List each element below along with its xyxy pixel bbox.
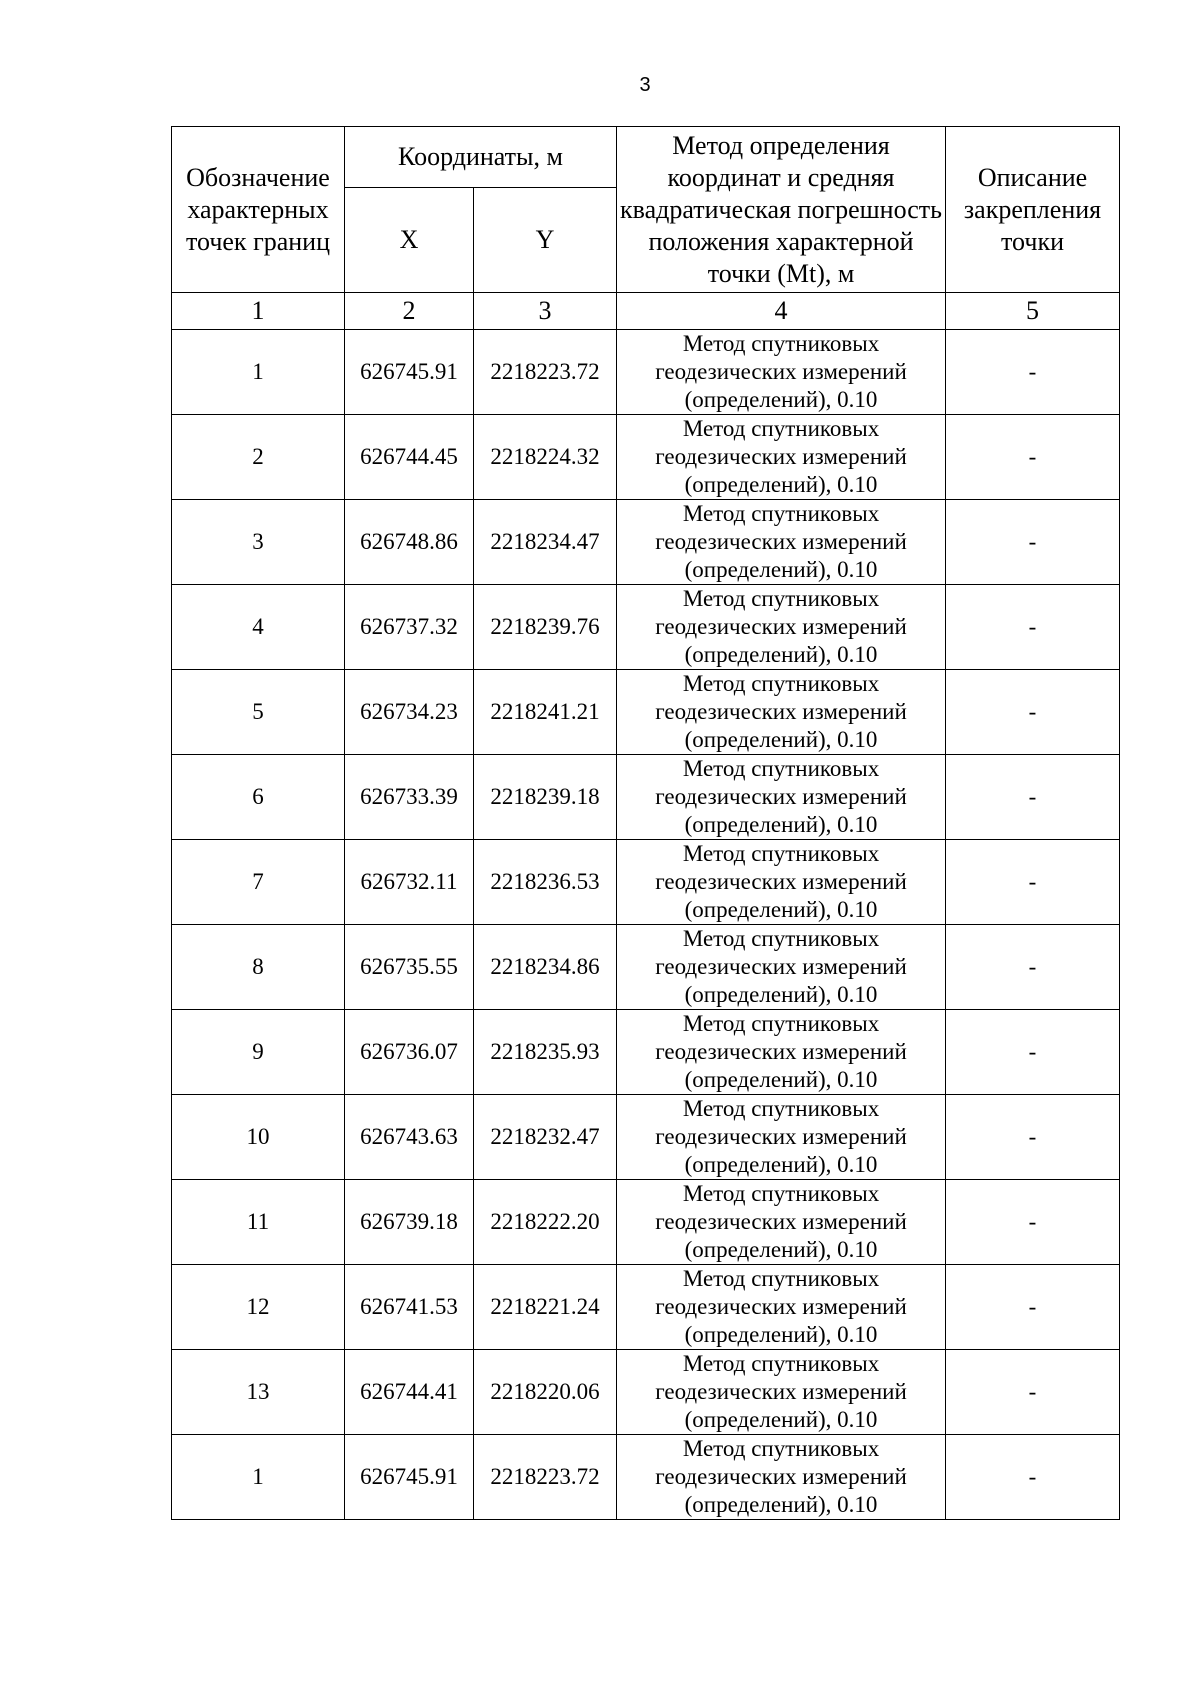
cell-x: 626748.86 [345,500,474,585]
table-row [172,1095,1120,1180]
cell-x: 626736.07 [345,1010,474,1095]
column-number: 1 [172,293,345,330]
cell-method: Метод спутниковых геодезических измерений (определений), 0.10 [617,1095,946,1180]
table-body [172,330,1120,1520]
column-number: 2 [345,293,474,330]
header-point: Обозначение характерных точек границ [172,127,345,293]
column-numbers-row [172,293,1120,330]
table-row [172,585,1120,670]
cell-point: 7 [172,840,345,925]
cell-point: 9 [172,1010,345,1095]
cell-method: Метод спутниковых геодезических измерений (определений), 0.10 [617,840,946,925]
table-row [172,1265,1120,1350]
table-row [172,670,1120,755]
cell-x: 626741.53 [345,1265,474,1350]
header-coordinates: Координаты, м [345,127,617,188]
cell-y: 2218221.24 [474,1265,617,1350]
cell-x: 626737.32 [345,585,474,670]
cell-point: 4 [172,585,345,670]
cell-y: 2218234.86 [474,925,617,1010]
cell-x: 626734.23 [345,670,474,755]
table-row [172,1350,1120,1435]
page-number: 3 [639,74,651,96]
cell-description: - [946,1095,1120,1180]
cell-description: - [946,330,1120,415]
cell-y: 2218232.47 [474,1095,617,1180]
cell-y: 2218239.18 [474,755,617,840]
cell-method: Метод спутниковых геодезических измерений (определений), 0.10 [617,670,946,755]
cell-y: 2218234.47 [474,500,617,585]
cell-point: 6 [172,755,345,840]
cell-y: 2218220.06 [474,1350,617,1435]
cell-description: - [946,1180,1120,1265]
cell-y: 2218241.21 [474,670,617,755]
cell-point: 1 [172,330,345,415]
cell-x: 626739.18 [345,1180,474,1265]
cell-point: 13 [172,1350,345,1435]
cell-x: 626744.45 [345,415,474,500]
cell-description: - [946,925,1120,1010]
cell-x: 626732.11 [345,840,474,925]
cell-description: - [946,670,1120,755]
header-x: X [345,188,474,293]
cell-x: 626744.41 [345,1350,474,1435]
table-row [172,925,1120,1010]
column-number: 4 [617,293,946,330]
table-row [172,500,1120,585]
cell-point: 8 [172,925,345,1010]
cell-description: - [946,755,1120,840]
header-y: Y [474,188,617,293]
cell-y: 2218235.93 [474,1010,617,1095]
cell-description: - [946,500,1120,585]
cell-description: - [946,585,1120,670]
cell-method: Метод спутниковых геодезических измерений (определений), 0.10 [617,585,946,670]
column-number: 5 [946,293,1120,330]
cell-point: 11 [172,1180,345,1265]
cell-method: Метод спутниковых геодезических измерений (определений), 0.10 [617,1350,946,1435]
table-row [172,1435,1120,1520]
column-number: 3 [474,293,617,330]
cell-method: Метод спутниковых геодезических измерений (определений), 0.10 [617,330,946,415]
cell-point: 12 [172,1265,345,1350]
table-row [172,415,1120,500]
cell-x: 626745.91 [345,330,474,415]
table-row [172,1180,1120,1265]
table-row [172,840,1120,925]
cell-y: 2218222.20 [474,1180,617,1265]
cell-description: - [946,1010,1120,1095]
cell-point: 3 [172,500,345,585]
cell-x: 626743.63 [345,1095,474,1180]
cell-method: Метод спутниковых геодезических измерений (определений), 0.10 [617,415,946,500]
cell-point: 2 [172,415,345,500]
table-row [172,330,1120,415]
cell-y: 2218223.72 [474,330,617,415]
cell-method: Метод спутниковых геодезических измерений (определений), 0.10 [617,1265,946,1350]
cell-method: Метод спутниковых геодезических измерений (определений), 0.10 [617,1435,946,1520]
cell-x: 626745.91 [345,1435,474,1520]
cell-point: 10 [172,1095,345,1180]
cell-y: 2218223.72 [474,1435,617,1520]
cell-x: 626733.39 [345,755,474,840]
cell-point: 5 [172,670,345,755]
cell-x: 626735.55 [345,925,474,1010]
cell-point: 1 [172,1435,345,1520]
cell-method: Метод спутниковых геодезических измерений (определений), 0.10 [617,1010,946,1095]
cell-y: 2218224.32 [474,415,617,500]
header-method: Метод определения координат и средняя квадратическая погрешность положения характерной точки (Mt), м [617,127,946,293]
cell-description: - [946,1435,1120,1520]
cell-description: - [946,840,1120,925]
cell-method: Метод спутниковых геодезических измерений (определений), 0.10 [617,500,946,585]
table-row [172,1010,1120,1095]
cell-method: Метод спутниковых геодезических измерений (определений), 0.10 [617,1180,946,1265]
cell-method: Метод спутниковых геодезических измерений (определений), 0.10 [617,925,946,1010]
cell-method: Метод спутниковых геодезических измерений (определений), 0.10 [617,755,946,840]
table-row [172,755,1120,840]
cell-description: - [946,1350,1120,1435]
coordinates-table [171,126,1120,1520]
header-description: Описание закрепления точки [946,127,1120,293]
cell-description: - [946,1265,1120,1350]
cell-y: 2218236.53 [474,840,617,925]
cell-y: 2218239.76 [474,585,617,670]
cell-description: - [946,415,1120,500]
